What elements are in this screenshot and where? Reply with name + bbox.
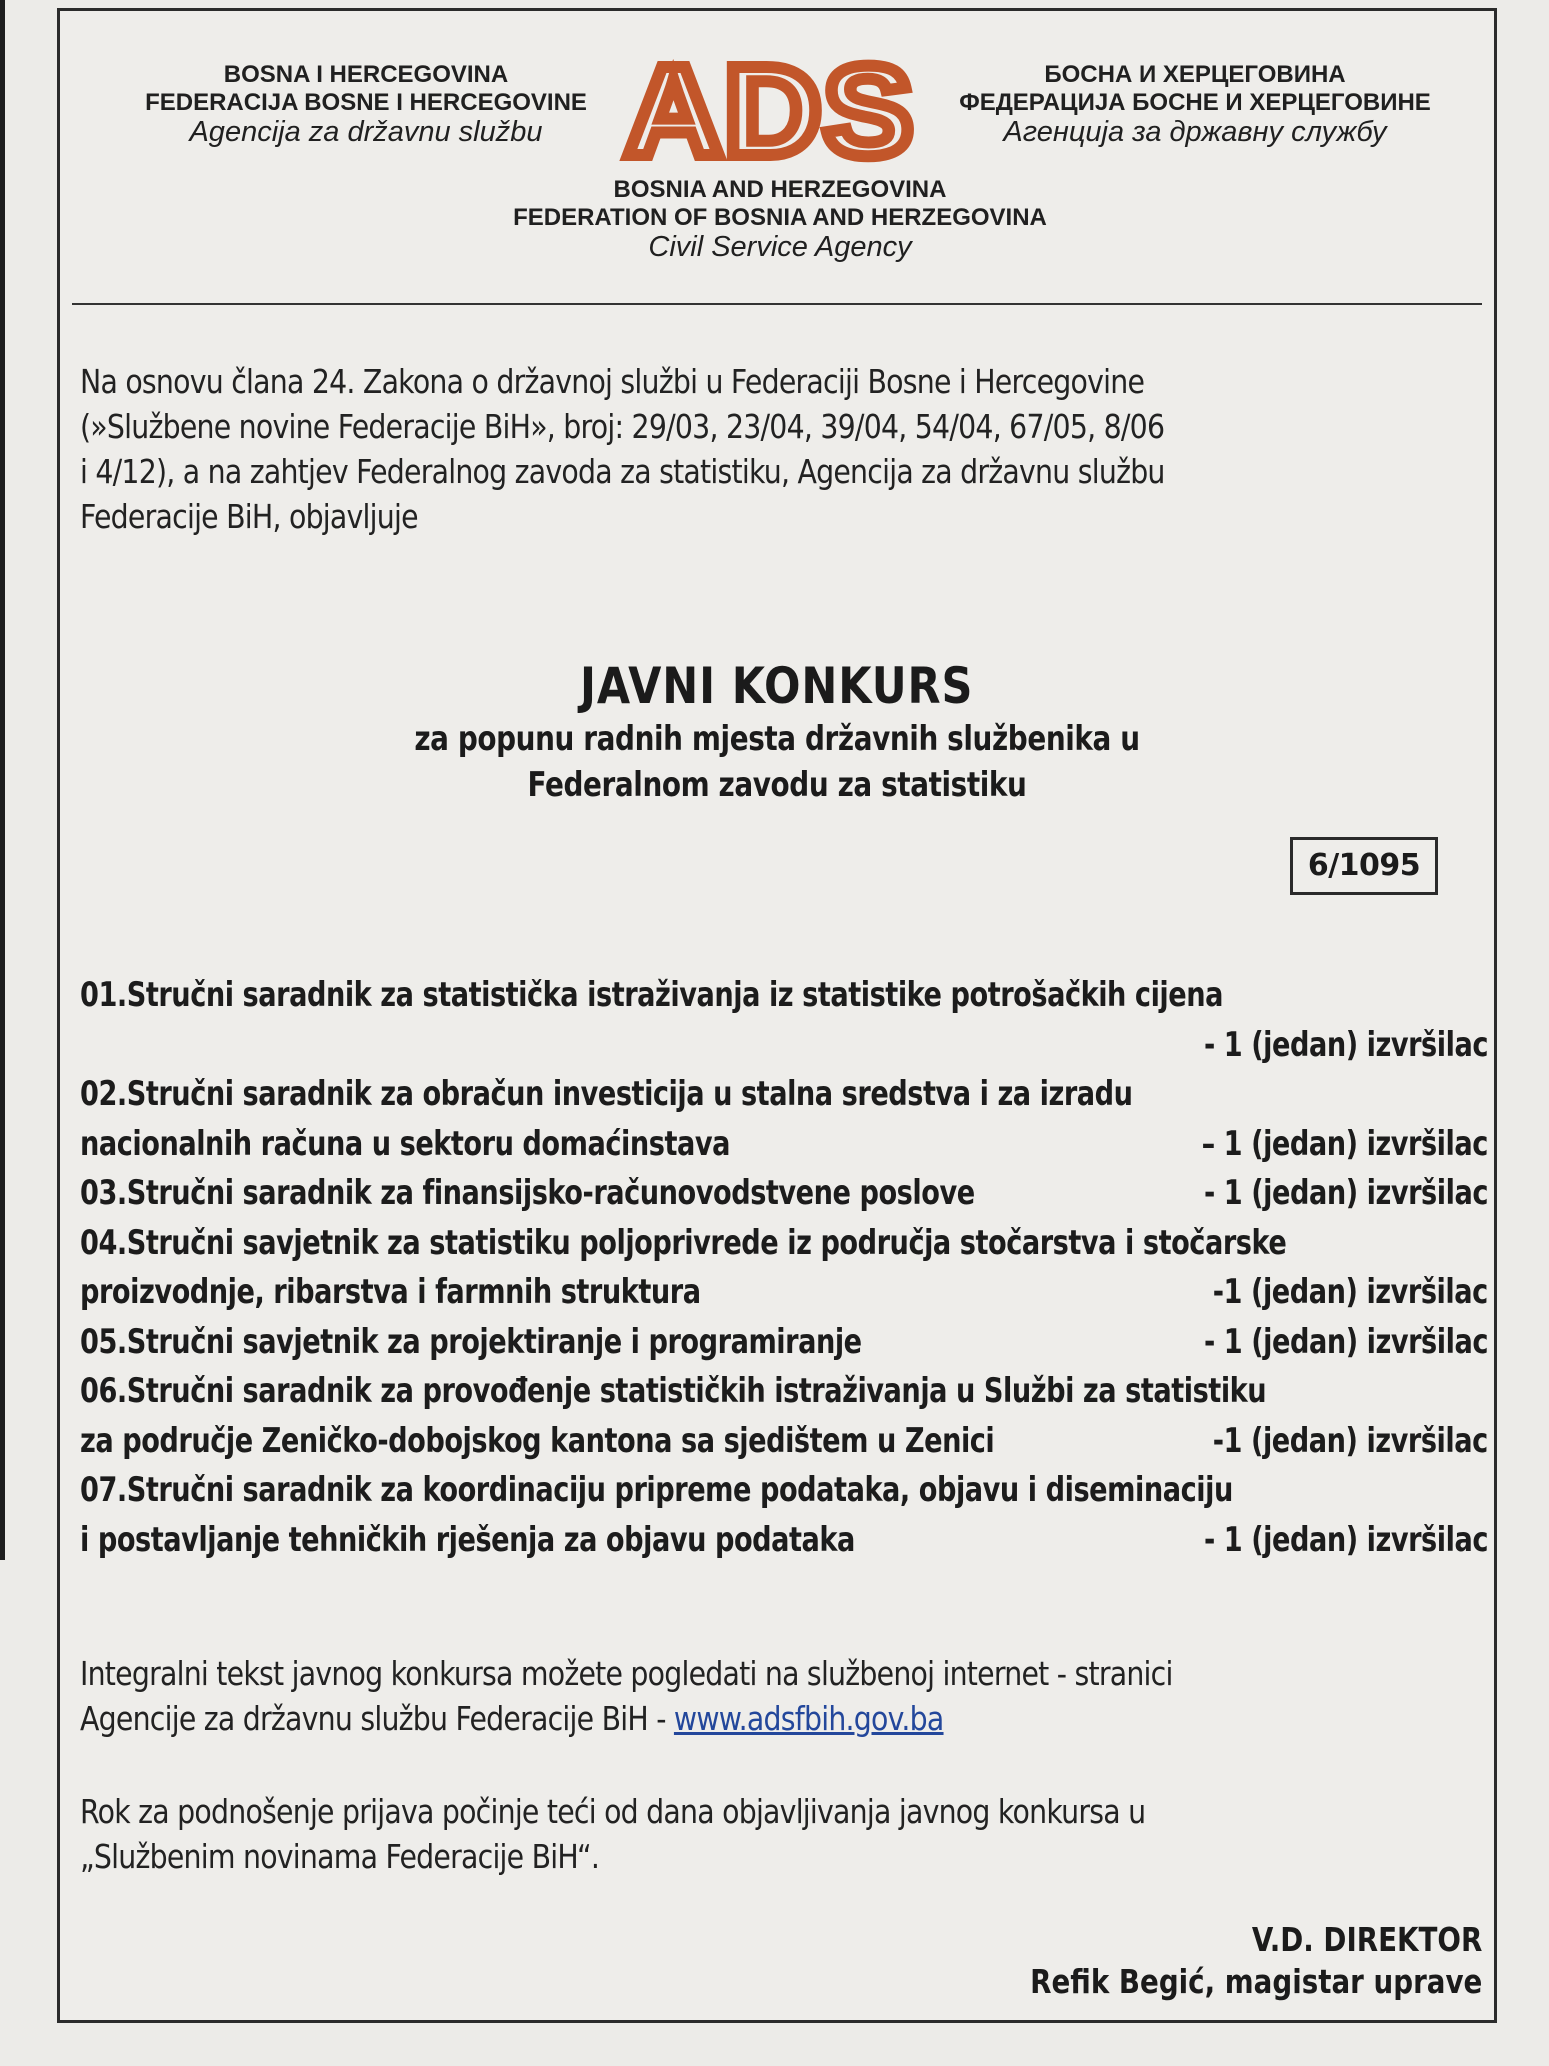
integral-line-prefix: Agencije za državnu službu Federacije BiH - [80, 1699, 674, 1738]
header-right-line1: БОСНА И ХЕРЦЕГОВИНА [1044, 61, 1346, 88]
page-edge-strip [0, 0, 5, 1560]
position-text: 02.Stručni saradnik za obračun investicija u stalna sredstva i za izradu [80, 1074, 1133, 1114]
positions-list [80, 971, 1500, 1565]
header-right-line2: ФЕДЕРАЦИЈА БОСНЕ И ХЕРЦЕГОВИНЕ [959, 88, 1431, 116]
header-center-english [440, 176, 1120, 265]
subtitle-line2: Federalnom zavodu za statistiku [527, 765, 1027, 805]
position-line [80, 1516, 1500, 1566]
intro-line: (»Službene novine Federacije BiH», broj: 29/03, 23/04, 39/04, 54/04, 67/05, 8/06 [80, 407, 1165, 446]
position-line [80, 1417, 1500, 1467]
header-center-line2: FEDERATION OF BOSNIA AND HERZEGOVINA [513, 203, 1047, 231]
intro-line: i 4/12), a na zahtjev Federalnog zavoda za statistiku, Agencija za državnu službu [80, 452, 1165, 491]
position-line [80, 971, 1500, 1021]
title-block [60, 656, 1494, 808]
position-count: - 1 (jedan) izvršilac [1204, 1024, 1488, 1065]
position-text: 03.Stručni saradnik za finansijsko-računovodstvene poslove [80, 1173, 975, 1213]
integral-text-paragraph [80, 1651, 1318, 1741]
header-right-line3: Агенција за државну службу [1003, 116, 1387, 149]
position-line [80, 1466, 1500, 1516]
intro-paragraph [80, 359, 1318, 539]
position-text: 07.Stručni saradnik za koordinaciju pripreme podataka, objavu i diseminaciju [80, 1470, 1233, 1510]
header-center-line1: BOSNIA AND HERZEGOVINA [613, 176, 947, 203]
page-title: JAVNI KONKURS [580, 657, 974, 715]
position-line [80, 1169, 1500, 1219]
position-count: - 1 (jedan) izvršilac [1204, 1321, 1488, 1362]
subtitle-line1: za popunu radnih mjesta državnih službenika u [414, 719, 1140, 759]
reference-code-box: 6/1095 [1290, 837, 1438, 895]
position-line [80, 1367, 1500, 1417]
position-count: - 1 (jedan) izvršilac [1204, 1173, 1488, 1213]
position-text: 05.Stručni savjetnik za projektiranje i programiranje [80, 1321, 862, 1362]
position-line [80, 1268, 1500, 1318]
ads-logo [615, 53, 925, 165]
header-center-line3: Civil Service Agency [648, 231, 912, 264]
deadline-paragraph [80, 1789, 1318, 1879]
header-divider [72, 303, 1482, 305]
deadline-line: „Službenim novinama Federacije BiH“. [80, 1837, 600, 1876]
position-text: nacionalnih računa u sektoru domaćinstava [80, 1123, 730, 1164]
position-line [80, 1219, 1500, 1269]
position-count: - 1 (jedan) izvršilac [1204, 1519, 1488, 1560]
position-text: 04.Stručni savjetnik za statistiku poljoprivrede iz područja stočarstva i stočarske [80, 1222, 1287, 1263]
position-count: – 1 (jedan) izvršilac [1201, 1123, 1488, 1164]
position-line [80, 1120, 1500, 1170]
signature-name: Refik Begić, magistar uprave [1029, 1962, 1482, 2001]
header-left-line2: FEDERACIJA BOSNE I HERCEGOVINE [145, 88, 587, 116]
announcement-frame [57, 8, 1497, 2023]
website-link[interactable]: www.adsfbih.gov.ba [673, 1699, 944, 1738]
position-count: -1 (jedan) izvršilac [1213, 1272, 1488, 1312]
header-right-cyrillic [910, 61, 1480, 150]
header-left-line1: BOSNA I HERCEGOVINA [223, 61, 509, 88]
position-text: 01.Stručni saradnik za statistička istraživanja iz statistike potrošačkih cijena [80, 975, 1223, 1015]
position-text: i postavljanje tehničkih rješenja za objavu podataka [80, 1519, 855, 1560]
position-line [80, 1318, 1500, 1368]
position-line [80, 1070, 1500, 1120]
position-text: za područje Zeničko-dobojskog kantona sa sjedištem u Zenici [80, 1420, 995, 1461]
header-left-line3: Agencija za državnu službu [189, 116, 543, 149]
ads-logo-text: ADS [625, 53, 915, 165]
intro-line: Na osnovu člana 24. Zakona o državnoj službi u Federaciji Bosne i Hercegovine [80, 362, 1145, 401]
position-text: 06.Stručni saradnik za provođenje statističkih istraživanja u Službi za statistiku [80, 1371, 1267, 1411]
position-text: proizvodnje, ribarstva i farmnih struktura [80, 1272, 701, 1312]
integral-line: Integralni tekst javnog konkursa možete pogledati na službenoj internet - stranici [80, 1654, 1173, 1693]
position-line [80, 1021, 1500, 1071]
intro-line: Federacije BiH, objavljuje [80, 497, 418, 536]
header-left-latin [96, 61, 636, 150]
deadline-line: Rok za podnošenje prijava počinje teći od dana objavljivanja javnog konkursa u [80, 1792, 1146, 1831]
integral-line [80, 1696, 1318, 1741]
signature-block [944, 1919, 1482, 2003]
position-count: -1 (jedan) izvršilac [1213, 1420, 1488, 1461]
signature-role: V.D. DIREKTOR [1251, 1920, 1482, 1959]
